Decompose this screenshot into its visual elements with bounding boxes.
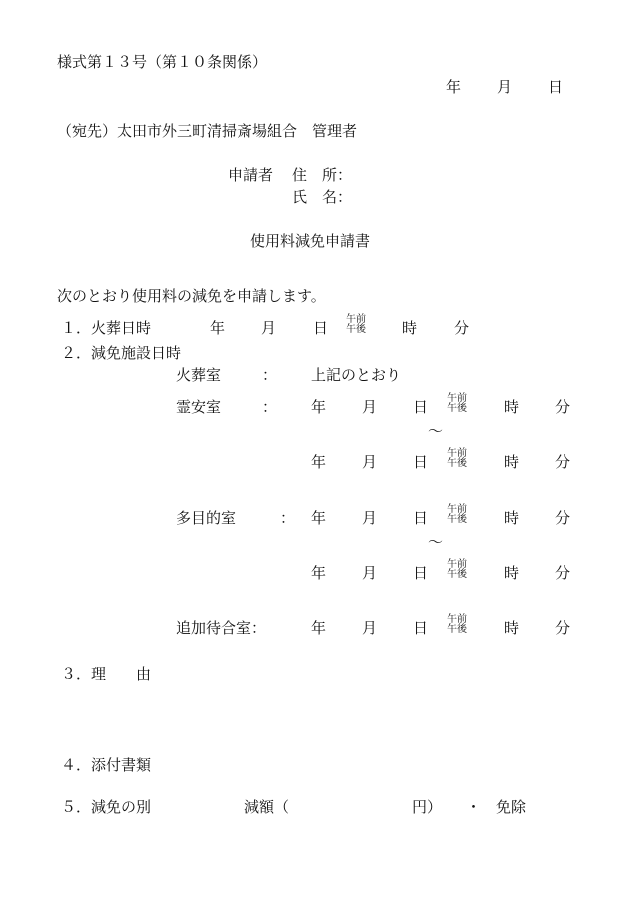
item1-minute: 分 bbox=[454, 319, 470, 337]
reianshitsu-end-minute: 分 bbox=[555, 453, 571, 471]
extra-waiting-hour: 時 bbox=[504, 619, 520, 637]
multipurpose-end-ampm: 午前 午後 bbox=[447, 559, 467, 580]
multipurpose-end-hour: 時 bbox=[504, 564, 520, 582]
multipurpose-start-year: 年 bbox=[311, 509, 327, 527]
multipurpose-start-minute: 分 bbox=[555, 509, 571, 527]
intro-text: 次のとおり使用料の減免を申請します。 bbox=[57, 287, 326, 305]
cremation-room-colon: ： bbox=[262, 366, 278, 384]
extra-waiting-room-label: 追加待合室： bbox=[176, 619, 267, 637]
form-number: 様式第１３号（第１０条関係） bbox=[57, 53, 268, 71]
item1-label: １．火葬日時 bbox=[61, 319, 152, 337]
applicant-label: 申請者 bbox=[228, 166, 274, 184]
date-day: 日 bbox=[548, 78, 564, 96]
extra-waiting-day: 日 bbox=[413, 619, 429, 637]
extra-waiting-month: 月 bbox=[362, 619, 378, 637]
reianshitsu-end-ampm: 午前 午後 bbox=[447, 448, 467, 469]
reduction-yen: 円） bbox=[412, 798, 443, 816]
reianshitsu-end-hour: 時 bbox=[504, 453, 520, 471]
multipurpose-end-month: 月 bbox=[362, 564, 378, 582]
reianshitsu-colon: ： bbox=[262, 398, 278, 416]
cremation-room-label: 火葬室 bbox=[176, 366, 222, 384]
cremation-room-value: 上記のとおり bbox=[311, 366, 402, 384]
reduction-label: 減額（ bbox=[244, 798, 290, 816]
multipurpose-end-day: 日 bbox=[413, 564, 429, 582]
item1-month: 月 bbox=[261, 319, 277, 337]
reianshitsu-start-month: 月 bbox=[362, 398, 378, 416]
reianshitsu-start-year: 年 bbox=[311, 398, 327, 416]
multipurpose-end-minute: 分 bbox=[555, 564, 571, 582]
exemption-label: 免除 bbox=[496, 798, 527, 816]
multipurpose-start-ampm: 午前 午後 bbox=[447, 504, 467, 525]
reianshitsu-tilde: 〜 bbox=[428, 422, 444, 440]
item2-label: ２．減免施設日時 bbox=[61, 344, 182, 362]
applicant-name: 氏 名： bbox=[292, 188, 353, 206]
form-title: 使用料減免申請書 bbox=[250, 232, 371, 250]
item5-label: ５．減免の別 bbox=[61, 798, 152, 816]
reianshitsu-end-year: 年 bbox=[311, 453, 327, 471]
reianshitsu-end-day: 日 bbox=[413, 453, 429, 471]
applicant-address: 住 所： bbox=[292, 166, 353, 184]
item1-ampm: 午前 午後 bbox=[346, 314, 366, 335]
multipurpose-start-hour: 時 bbox=[504, 509, 520, 527]
separator-dot: ・ bbox=[466, 798, 482, 816]
reianshitsu-label: 霊安室 bbox=[176, 398, 222, 416]
item1-hour: 時 bbox=[402, 319, 418, 337]
multipurpose-end-year: 年 bbox=[311, 564, 327, 582]
extra-waiting-minute: 分 bbox=[555, 619, 571, 637]
multipurpose-room-label: 多目的室 bbox=[176, 509, 237, 527]
reianshitsu-end-month: 月 bbox=[362, 453, 378, 471]
multipurpose-room-colon: ： bbox=[280, 509, 296, 527]
reianshitsu-start-ampm: 午前 午後 bbox=[447, 393, 467, 414]
reianshitsu-start-minute: 分 bbox=[555, 398, 571, 416]
multipurpose-tilde: 〜 bbox=[428, 533, 444, 551]
extra-waiting-year: 年 bbox=[311, 619, 327, 637]
date-year: 年 bbox=[446, 78, 462, 96]
reianshitsu-start-day: 日 bbox=[413, 398, 429, 416]
multipurpose-start-month: 月 bbox=[362, 509, 378, 527]
item1-day: 日 bbox=[313, 319, 329, 337]
item3-reason-label: ３．理 由 bbox=[61, 665, 152, 683]
extra-waiting-ampm: 午前 午後 bbox=[447, 614, 467, 635]
multipurpose-start-day: 日 bbox=[413, 509, 429, 527]
addressee: （宛先）太田市外三町清掃斎場組合 管理者 bbox=[57, 122, 358, 140]
item1-year: 年 bbox=[210, 319, 226, 337]
reianshitsu-start-hour: 時 bbox=[504, 398, 520, 416]
date-month: 月 bbox=[497, 78, 513, 96]
item4-attachments-label: ４．添付書類 bbox=[61, 756, 152, 774]
